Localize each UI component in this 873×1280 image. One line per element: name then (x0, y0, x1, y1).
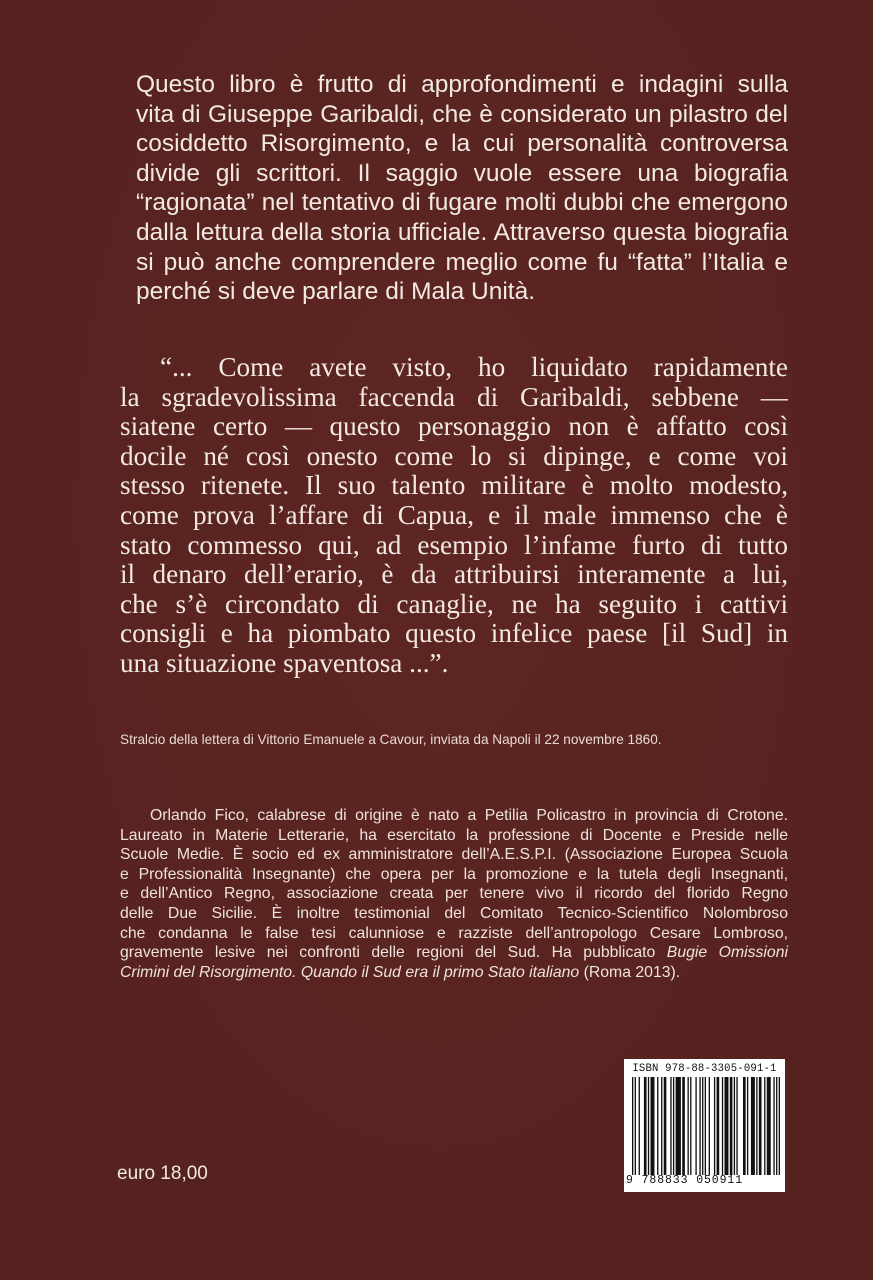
historical-quote (120, 353, 788, 679)
blurb-line: dalla lettura della storia ufficiale. Attraverso questa biografia (136, 218, 788, 246)
isbn-barcode (624, 1059, 785, 1192)
barcode-bar (632, 1077, 633, 1175)
bio-tail: (Roma 2013). (579, 963, 681, 981)
barcode-bar (779, 1077, 780, 1175)
quote-source-caption: Stralcio della lettera di Vittorio Emanuele a Cavour, inviata da Napoli il 22 novembre 1860. (120, 732, 662, 747)
bio-line: che condanna le false tesi calunniose e razziste dell’antropologo Cesare Lombroso, (120, 924, 788, 942)
book-title-italic: Bugie Omissioni (666, 944, 789, 962)
barcode-bar (702, 1077, 703, 1175)
ean-digits: 9 788833 050911 (626, 1174, 744, 1187)
barcode-bar (756, 1077, 757, 1175)
quote-line: la sgradevolissima faccenda di Garibaldi, sebbene — (120, 381, 788, 412)
barcode-bar (699, 1077, 700, 1175)
barcode-bar (717, 1077, 720, 1175)
barcode-bar (695, 1077, 696, 1175)
barcode-bar (664, 1077, 667, 1175)
bio-line: Orlando Fico, calabrese di origine è nato a Petilia Policastro in provincia di Crotone. (150, 807, 788, 824)
author-bio (120, 806, 788, 982)
quote-line: docile né così onesto come lo si dipinge, e come voi (120, 440, 788, 471)
bio-line: Scuole Medie. È socio ed ex amministratore dell’A.E.S.P.I. (Associazione Europea Scuola (120, 846, 788, 864)
barcode-bar (767, 1077, 771, 1175)
blurb-line: perché si deve parlare di Mala Unità. (136, 278, 536, 306)
barcode-bar (661, 1077, 662, 1175)
blurb-line: cosiddetto Risorgimento, e la cui personalità controversa (136, 130, 788, 158)
barcode-bar (714, 1077, 715, 1175)
quote-line: stesso ritenete. Il suo talento militare è molto modesto, (120, 470, 788, 501)
barcode-bar (682, 1077, 685, 1175)
blurb-line: Questo libro è frutto di approfondimenti e indagini sulla (136, 71, 788, 98)
book-blurb (136, 70, 788, 307)
barcode-bar (764, 1077, 765, 1175)
barcode-bar (730, 1077, 733, 1175)
bio-line (120, 963, 788, 983)
barcode-bar (751, 1077, 755, 1175)
barcode-bar (734, 1077, 735, 1175)
barcode-bar (635, 1077, 636, 1175)
bio-line: e dell’Antico Regno, associazione creata per tenere vivo il ricordo del florido Regno (120, 885, 788, 903)
barcode-bars (632, 1077, 780, 1175)
quote-line: siatene certo — questo personaggio non è affatto così (120, 411, 788, 442)
barcode-bar (725, 1077, 729, 1175)
blurb-line: divide gli scrittori. Il saggio vuole essere una biografia (136, 159, 788, 187)
quote-line: come prova l’affare di Capua, e il male immenso che è (120, 499, 788, 530)
quote-line: “... Come avete visto, ho liquidato rapidamente (160, 352, 788, 382)
bio-line-text: gravemente lesive nei confronti delle regioni del Sud. Ha pubblicato (120, 944, 656, 962)
barcode-bar (759, 1077, 762, 1175)
barcode-bar (648, 1077, 649, 1175)
barcode-bar (673, 1077, 674, 1175)
blurb-line: si può anche comprendere meglio come fu “fatta” l’Italia e (136, 248, 788, 276)
bio-line: e Professionalità Insegnante) che opera per la promozione e la tutela degli Insegnanti, (120, 865, 788, 883)
quote-line: il denaro dell’erario, è da attribuirsi interamente a lui, (120, 559, 788, 590)
barcode-bar (644, 1077, 647, 1175)
barcode-bar (657, 1077, 658, 1175)
barcode-bar (773, 1077, 774, 1175)
quote-line: consigli e ha piombato questo infelice paese [il Sud] in (120, 618, 788, 649)
barcode-bar (670, 1077, 671, 1175)
quote-line: che s’è circondato di canaglie, ne ha seguito i cattivi (120, 588, 788, 619)
barcode-bar (676, 1077, 681, 1175)
quote-line: stato commesso qui, ad esempio l’infame furto di tutto (120, 529, 788, 560)
barcode-bar (747, 1077, 748, 1175)
barcode-bar (705, 1077, 706, 1175)
barcode-bar (688, 1077, 689, 1175)
blurb-line: “ragionata” nel tentativo di fugare molti dubbi che emergono (136, 189, 788, 217)
barcode-bar (722, 1077, 723, 1175)
barcode-bar (709, 1077, 710, 1175)
bio-line (120, 943, 788, 963)
barcode-bar (776, 1077, 777, 1175)
barcode-bar (743, 1077, 746, 1175)
quote-line: una situazione spaventosa ...”. (120, 647, 449, 678)
isbn-number: ISBN 978-88-3305-091-1 (632, 1063, 777, 1075)
price-label: euro 18,00 (117, 1163, 208, 1184)
blurb-line: vita di Giuseppe Garibaldi, che è considerato un pilastro del (136, 100, 788, 128)
barcode-bar (736, 1077, 737, 1175)
barcode-bar (639, 1077, 640, 1175)
book-title-italic: Crimini del Risorgimento. Quando il Sud era il primo Stato italiano (120, 963, 580, 981)
bio-line: Laureato in Materie Letterarie, ha esercitato la professione di Docente e Preside nelle (120, 826, 788, 844)
barcode-bar (690, 1077, 691, 1175)
barcode-bar (651, 1077, 655, 1175)
bio-line: delle Due Sicilie. È inoltre testimonial del Comitato Tecnico-Scientifico Nolombroso (120, 904, 788, 922)
